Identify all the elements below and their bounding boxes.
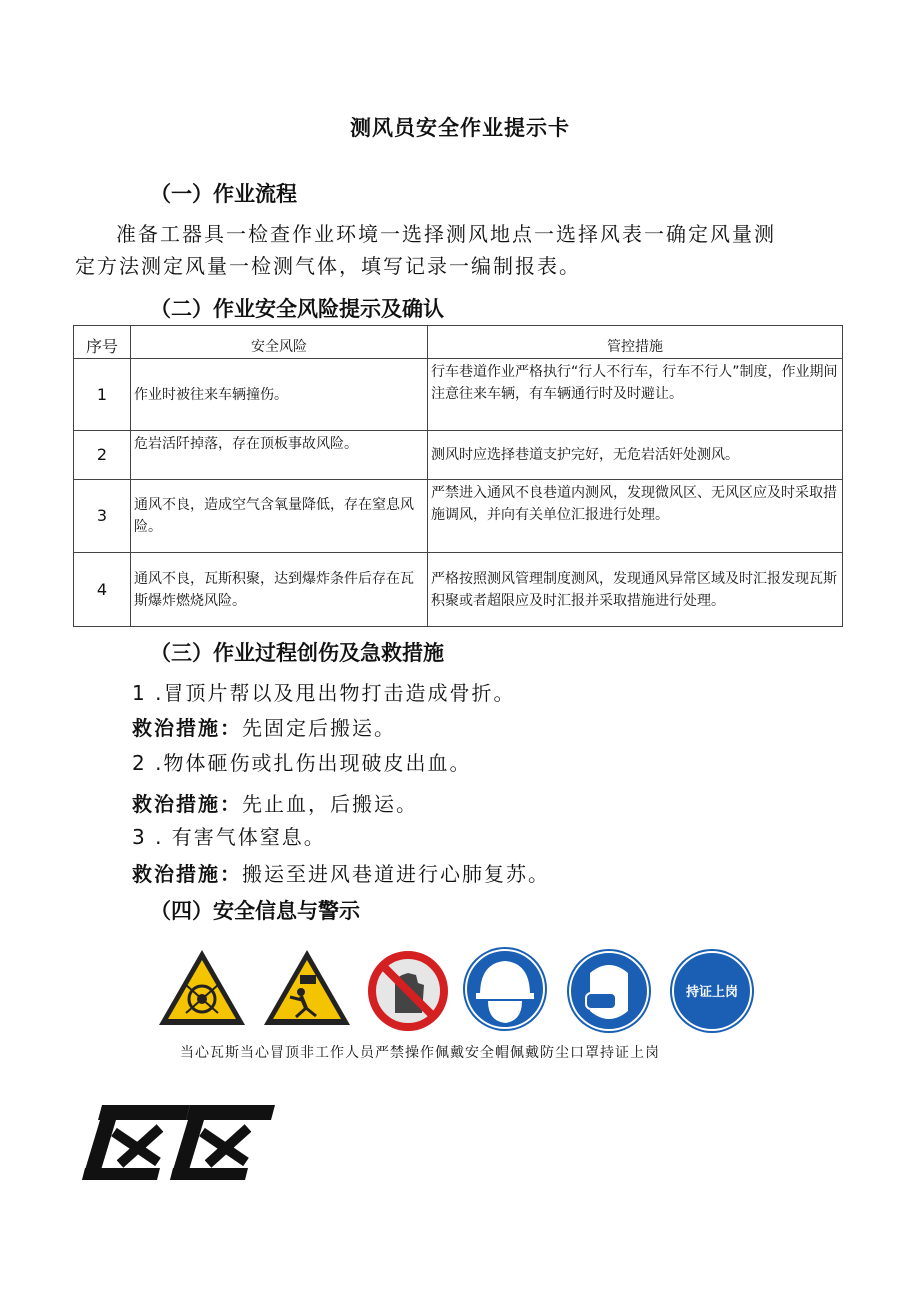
treatment-3	[132, 855, 550, 893]
header-no: 序号	[74, 326, 131, 359]
row-no: 4	[74, 553, 131, 627]
injury-3: 3 . 有害气体窒息。	[132, 825, 326, 849]
safety-helmet-icon	[463, 947, 547, 1031]
table-row	[74, 431, 843, 480]
dust-mask-icon	[567, 949, 651, 1033]
row-no: 3	[74, 480, 131, 553]
header-risk: 安全风险	[131, 326, 428, 359]
header-measure: 管控措施	[428, 326, 843, 359]
table-row	[74, 480, 843, 553]
sign-certified-text: 持证上岗	[685, 985, 739, 1000]
treatment-text: 先止血，后搬运。	[242, 792, 418, 816]
logo-mark-icon	[80, 1102, 280, 1182]
risk-table	[73, 325, 843, 627]
process-line-1: 准备工器具一检查作业环境一选择测风地点一选择风表一确定风量测	[116, 222, 776, 246]
injury-1: 1 .冒顶片帮以及甩出物打击造成骨折。	[132, 681, 516, 705]
section4-heading: （四）安全信息与警示	[150, 899, 360, 923]
row-risk: 作业时被往来车辆撞伤。	[131, 359, 428, 431]
row-measure: 测风时应选择巷道支护完好，无危岩活奸处测风。	[428, 431, 843, 480]
injury-2: 2 .物体砸伤或扎伤出现破皮出血。	[132, 751, 472, 775]
section2-heading: （二）作业安全风险提示及确认	[150, 297, 444, 321]
treatment-label: 救治措施：	[132, 716, 242, 740]
no-operation-icon	[368, 951, 448, 1031]
process-line-2: 定方法测定风量一检测气体，填写记录一编制报表。	[75, 254, 581, 278]
table-header-row	[74, 326, 843, 359]
section1-heading: （一）作业流程	[150, 182, 297, 206]
certified-post-icon	[670, 949, 754, 1033]
row-measure: 严禁进入通风不良巷道内测风，发现微风区、无风区应及时采取措施调风，并向有关单位汇报进行处理。	[428, 480, 843, 553]
row-measure: 行车巷道作业严格执行“行人不行车，行车不行人”制度，作业期间注意往来车辆，有车辆通行时及时避让。	[428, 359, 843, 431]
row-measure: 严格按照测风管理制度测风，发现通风异常区域及时汇报发现瓦斯积聚或者超限应及时汇报并采取措施进行处理。	[428, 553, 843, 627]
treatment-label: 救治措施：	[132, 862, 242, 886]
gas-warning-icon	[159, 950, 245, 1025]
row-risk: 通风不良，造成空气含氧量降低，存在窒息风险。	[131, 480, 428, 553]
treatment-1	[132, 709, 396, 747]
row-risk: 危岩活阡掉落，存在顶板事故风险。	[131, 431, 428, 480]
row-risk: 通风不良，瓦斯积聚，达到爆炸条件后存在瓦斯爆炸燃烧风险。	[131, 553, 428, 627]
row-no: 2	[74, 431, 131, 480]
sign-caption: 当心瓦斯当心冒顶非工作人员严禁操作佩戴安全帽佩戴防尘口罩持证上岗	[180, 1045, 660, 1061]
section3-heading: （三）作业过程创伤及急救措施	[150, 641, 444, 665]
treatment-text: 搬运至进风巷道进行心肺复苏。	[242, 862, 550, 886]
row-no: 1	[74, 359, 131, 431]
treatment-text: 先固定后搬运。	[242, 716, 396, 740]
table-row	[74, 553, 843, 627]
page-title: 测风员安全作业提示卡	[350, 116, 570, 140]
table-row	[74, 359, 843, 431]
treatment-label: 救治措施：	[132, 792, 242, 816]
safety-signs	[150, 945, 760, 1035]
roof-fall-warning-icon	[264, 950, 350, 1025]
